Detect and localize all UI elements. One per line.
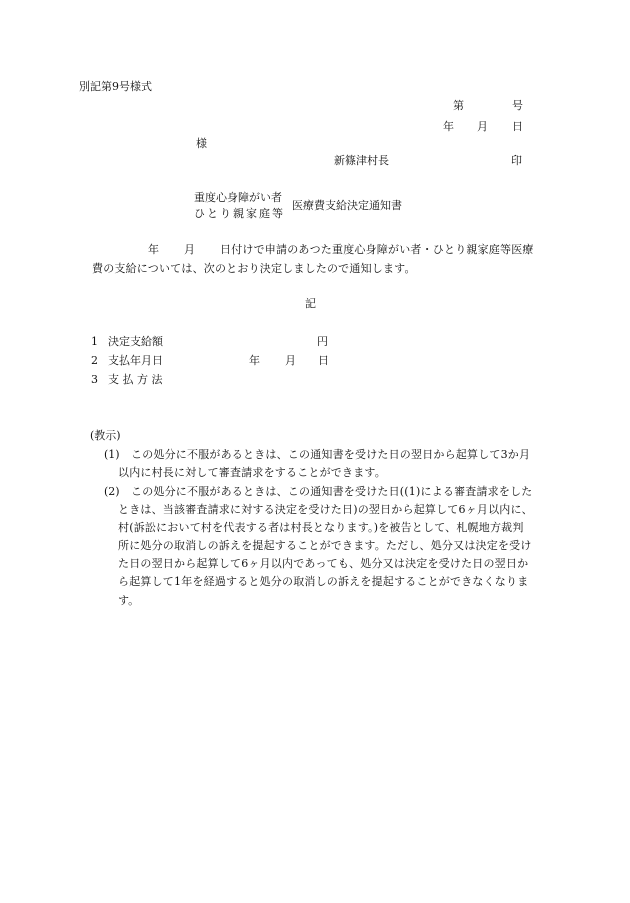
seal-mark: 印 (511, 154, 522, 167)
notice-2-line-1: この処分に不服があるときは、この通知書を受けた日((1)による審査請求をした (131, 485, 533, 498)
intro-year: 年 (148, 243, 159, 256)
form-number: 別記第9号様式 (79, 80, 152, 93)
notice-1-marker: (1) (104, 448, 120, 461)
notice-heading: (教示) (90, 429, 121, 442)
recipient-honorific: 様 (196, 137, 207, 150)
item-2-year: 年 (249, 354, 260, 367)
item-1-label: 決定支給額 (108, 335, 163, 348)
item-1-number: 1 (91, 335, 98, 348)
notice-2-line-2: ときは、当該審査請求に対する決定を受けた日)の翌日から起算して6ヶ月以内に、 (118, 503, 533, 516)
item-2-month: 月 (285, 354, 296, 367)
notice-2-line-4: 所に処分の取消しの訴えを提起することができます。ただし、処分又は決定を受け (118, 539, 532, 552)
item-2-number: 2 (91, 354, 98, 367)
item-3-label: 支 払 方 法 (108, 373, 163, 386)
document-number-go: 号 (512, 99, 523, 112)
item-1-unit: 円 (317, 335, 328, 348)
date-day-label: 日 (512, 120, 523, 133)
notice-2-line-7: す。 (118, 594, 140, 607)
notice-2-line-5: た日の翌日から起算して6ヶ月以内であっても、処分又は決定を受けた日の翌日か (118, 557, 529, 570)
item-3-number: 3 (91, 373, 98, 386)
item-2-label: 支払年月日 (108, 354, 163, 367)
title-main: 医療費支給決定通知書 (292, 199, 402, 212)
intro-month: 月 (184, 243, 195, 256)
intro-line-2: 費の支給については、次のとおり決定しましたので通知します。 (92, 262, 416, 275)
notice-2-line-3: 村(訴訟において村を代表する者は村長となります。)を被告として、札幌地方裁判 (118, 521, 524, 534)
date-year-label: 年 (443, 120, 454, 133)
issuer-mayor: 新篠津村長 (334, 154, 389, 167)
title-line-2: ひとり親家庭等 (194, 207, 285, 220)
date-month-label: 月 (477, 120, 488, 133)
intro-line-1: 日付けで申請のあつた重度心身障がい者・ひとり親家庭等医療 (220, 243, 534, 256)
notice-2-line-6: ら起算して1年を経過すると処分の取消しの訴えを提起することができなくなりま (118, 575, 529, 588)
ki-marker: 記 (305, 297, 316, 310)
document-number-dai: 第 (453, 99, 464, 112)
title-line-1: 重度心身障がい者 (194, 191, 282, 204)
notice-2-marker: (2) (104, 485, 120, 498)
notice-1-line-2: 以内に村長に対して審査請求をすることができます。 (118, 466, 386, 479)
notice-1-line-1: この処分に不服があるときは、この通知書を受けた日の翌日から起算して3か月 (131, 448, 531, 461)
item-2-day: 日 (318, 354, 329, 367)
